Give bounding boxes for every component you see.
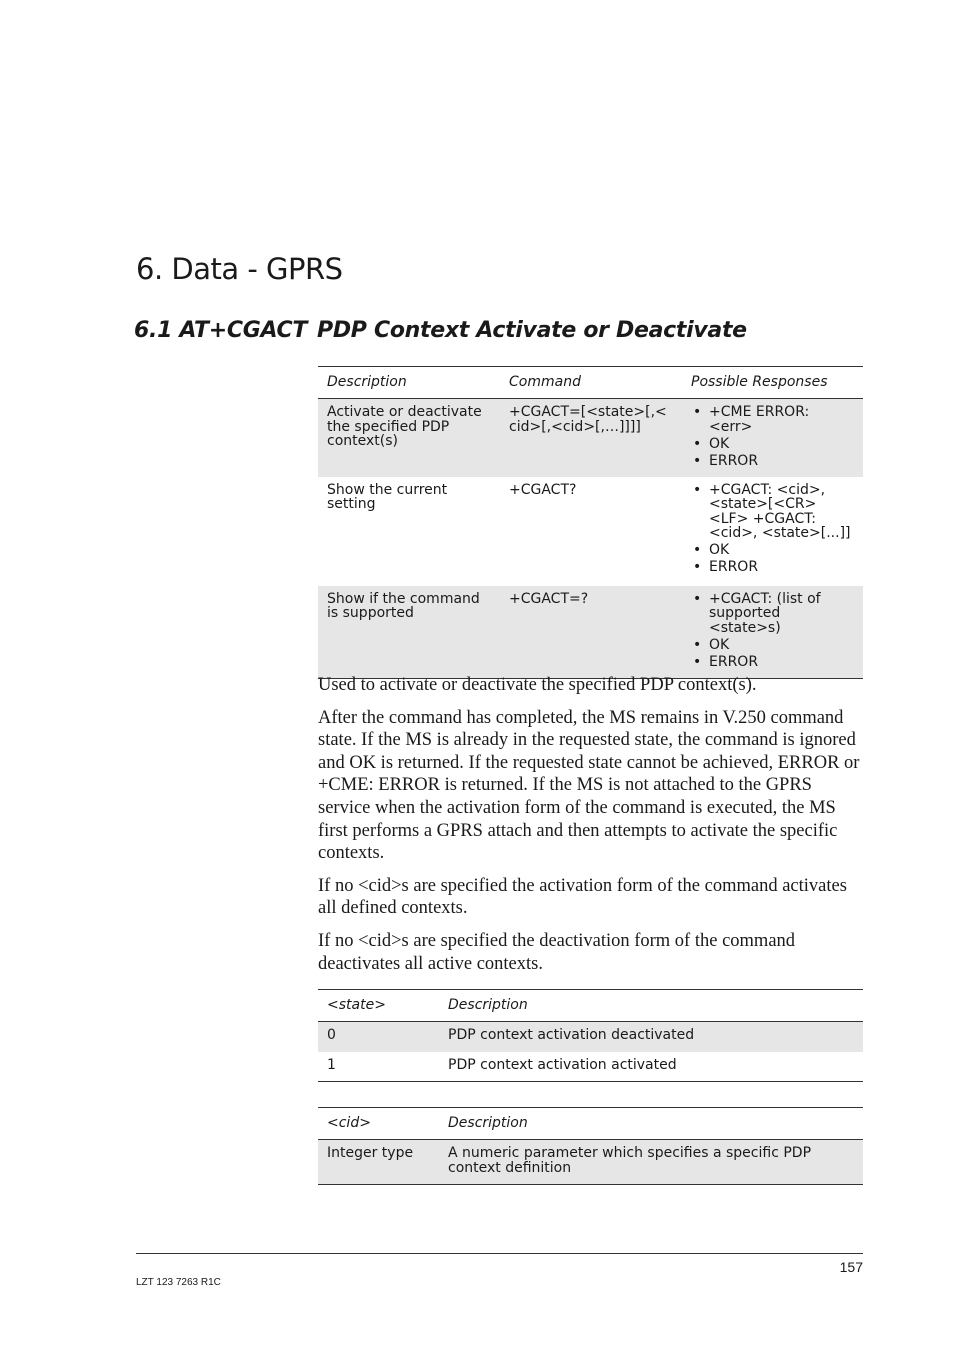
row-responses [682,586,863,679]
response-item: • +CGACT: (list of supported <state>s) [691,592,854,636]
chapter-title: 6. Data - GPRS [136,252,343,286]
state-description: PDP context activation activated [439,1052,863,1082]
table-row [318,1140,863,1185]
page-number: 157 [839,1259,863,1275]
table-header-row [318,367,863,399]
table-row [318,1052,863,1082]
row-responses [682,477,863,586]
row-responses [682,399,863,477]
section-number-command: 6.1 AT+CGACT [134,318,308,343]
body-text [318,674,863,985]
state-value: 1 [318,1052,439,1082]
state-description: PDP context activation deactivated [439,1022,863,1052]
response-item: • OK [691,543,854,558]
cid-description: A numeric parameter which specifies a specific PDP context definition [439,1140,863,1185]
response-item: • ERROR [691,655,854,670]
table-row [318,477,863,586]
response-item: • ERROR [691,560,854,575]
paragraph: If no <cid>s are specified the activation form of the command activates all defined contexts. [318,875,847,919]
command-table [318,366,863,679]
footer-divider [136,1253,863,1254]
section-name: PDP Context Activate or Deactivate [317,318,747,343]
column-header-responses: Possible Responses [682,367,863,399]
state-value: 0 [318,1022,439,1052]
cid-parameter-table [318,1107,863,1185]
column-header-cid: <cid> [318,1108,439,1140]
table-row [318,399,863,477]
row-description: Activate or deactivate the specified PDP context(s) [318,399,500,477]
state-parameter-table [318,989,863,1082]
response-item: • +CME ERROR: <err> [691,405,854,434]
row-command: +CGACT? [509,481,577,498]
response-item: • ERROR [691,454,854,469]
table-row [318,1022,863,1052]
response-item: • OK [691,638,854,653]
paragraph: Used to activate or deactivate the specified PDP context(s). [318,675,757,695]
cid-value: Integer type [318,1140,439,1185]
column-header-description: Description [439,1108,863,1140]
paragraph: After the command has completed, the MS remains in V.250 command state. If the MS is already in the requested state, the command is ignored and OK is returned. If the requested state cannot be achieved, ERROR or +CME: ERROR is returned. If the MS is not attached to the GPRS service when the activation form of the command is executed, the MS first performs a GPRS attach and then attempts to activate the specific contexts. [318,707,860,864]
table-row [318,586,863,679]
column-header-state: <state> [318,990,439,1022]
paragraph: If no <cid>s are specified the deactivation form of the command deactivates all active contexts. [318,930,796,974]
column-header-command: Command [500,367,682,399]
section-title [134,318,747,343]
column-header-description: Description [439,990,863,1022]
row-description: Show if the command is supported [318,586,500,679]
row-command: +CGACT=[<state>[,<cid>[,<cid>[,…]]]] [500,399,682,477]
document-id: LZT 123 7263 R1C [136,1277,221,1288]
row-description: Show the current setting [327,481,448,512]
table-header-row [318,990,863,1022]
response-item: • OK [691,437,854,452]
table-header-row [318,1108,863,1140]
response-item: • +CGACT: <cid>, <state>[<CR><LF> +CGACT: <cid>, <state>[...]] [691,483,854,541]
column-header-description: Description [318,367,500,399]
row-command: +CGACT=? [500,586,682,679]
